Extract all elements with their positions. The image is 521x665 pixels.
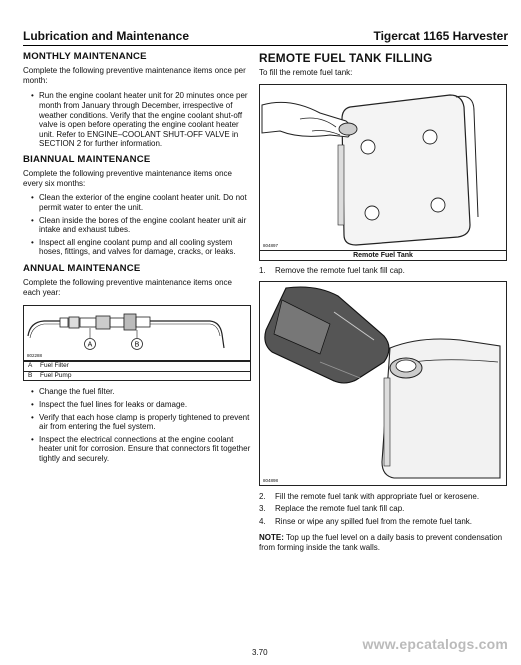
biannual-item: • Clean the exterior of the engine coolant heater unit. Do not permit water to enter the unit.: [23, 193, 251, 212]
remote-note: [259, 533, 507, 553]
biannual-intro: Complete the following preventive maintenance items once every six months:: [23, 168, 233, 189]
watermark: www.epcatalogs.com: [362, 636, 508, 652]
fill-cap-figure: [259, 281, 507, 486]
annual-list: [23, 387, 251, 463]
biannual-heading: BIANNUAL MAINTENANCE: [23, 153, 151, 165]
note-label: NOTE:: [259, 532, 284, 542]
monthly-list: [23, 91, 251, 149]
remote-heading: REMOTE FUEL TANK FILLING: [259, 51, 433, 65]
header-rule: [23, 45, 508, 46]
biannual-item: • Clean inside the bores of the engine coolant heater unit air intake and exhaust tubes.: [23, 216, 251, 235]
header-title-right: Tigercat 1165 Harvester: [373, 29, 508, 43]
monthly-intro: Complete the following preventive maintenance items once per month:: [23, 66, 246, 86]
remote-tank-illustration: [260, 85, 506, 250]
remote-step: 4. Rinse or wipe any spilled fuel from the remote fuel tank.: [259, 516, 472, 526]
fuel-system-figure: [23, 305, 251, 361]
header-title-left: Lubrication and Maintenance: [23, 29, 190, 43]
monthly-item: • Run the engine coolant heater unit for 20 minutes once per month from January through December, irrespective of weather conditions. Verify that the engine coolant shut-off valve is open before operating the engine coolant heater unit. Refer to ENGINE–COOLANT SHUT-OFF VALVE in SECTION 2 for further information.: [23, 91, 251, 149]
fuel-legend: [23, 361, 251, 381]
callout-a-label: A: [87, 341, 93, 349]
remote-step: 2. Fill the remote fuel tank with appropriate fuel or kerosene.: [259, 491, 480, 501]
annual-item: • Inspect the fuel lines for leaks or damage.: [23, 400, 251, 410]
remote-steps-part2: [259, 492, 507, 527]
callout-b-label: B: [134, 341, 140, 349]
remote-step: 1. Remove the remote fuel tank fill cap.: [259, 266, 405, 276]
monthly-heading: MONTHLY MAINTENANCE: [23, 51, 147, 62]
figure-number: 804898: [263, 477, 279, 483]
remote-tank-caption: Remote Fuel Tank: [259, 251, 507, 261]
figure-number: 802288: [27, 353, 43, 359]
biannual-list: [23, 193, 251, 257]
remote-intro: To fill the remote fuel tank:: [259, 68, 353, 77]
annual-item: • Verify that each hose clamp is properly tightened to prevent air from entering the fuel system.: [23, 413, 251, 432]
annual-item: • Inspect the electrical connections at the engine coolant heater unit for corrosion. Ensure that connectors fit together tightly and securely.: [23, 435, 251, 464]
remote-tank-figure: [259, 84, 507, 251]
annual-intro: Complete the following preventive maintenance items once each year:: [23, 277, 233, 298]
remote-steps-part1: [259, 266, 507, 276]
note-text: Top up the fuel level on a daily basis to prevent condensation from forming inside the tank walls.: [259, 532, 503, 552]
fill-cap-illustration: [260, 282, 506, 485]
legend-row: A Fuel Filter: [24, 361, 250, 371]
legend-row: B Fuel Pump: [24, 371, 250, 381]
page-number: 3.70: [252, 648, 268, 657]
left-column: [23, 51, 251, 464]
fuel-line-illustration: [24, 306, 250, 360]
biannual-item: • Inspect all engine coolant pump and all cooling system hoses, fittings, and valves for damage, cracks, or leaks.: [23, 238, 251, 257]
remote-step: 3. Replace the remote fuel tank fill cap.: [259, 504, 405, 514]
right-column: [259, 51, 507, 553]
figure-number: 804897: [263, 243, 279, 249]
annual-heading: ANNUAL MAINTENANCE: [23, 262, 141, 274]
annual-item: • Change the fuel filter.: [23, 387, 251, 397]
